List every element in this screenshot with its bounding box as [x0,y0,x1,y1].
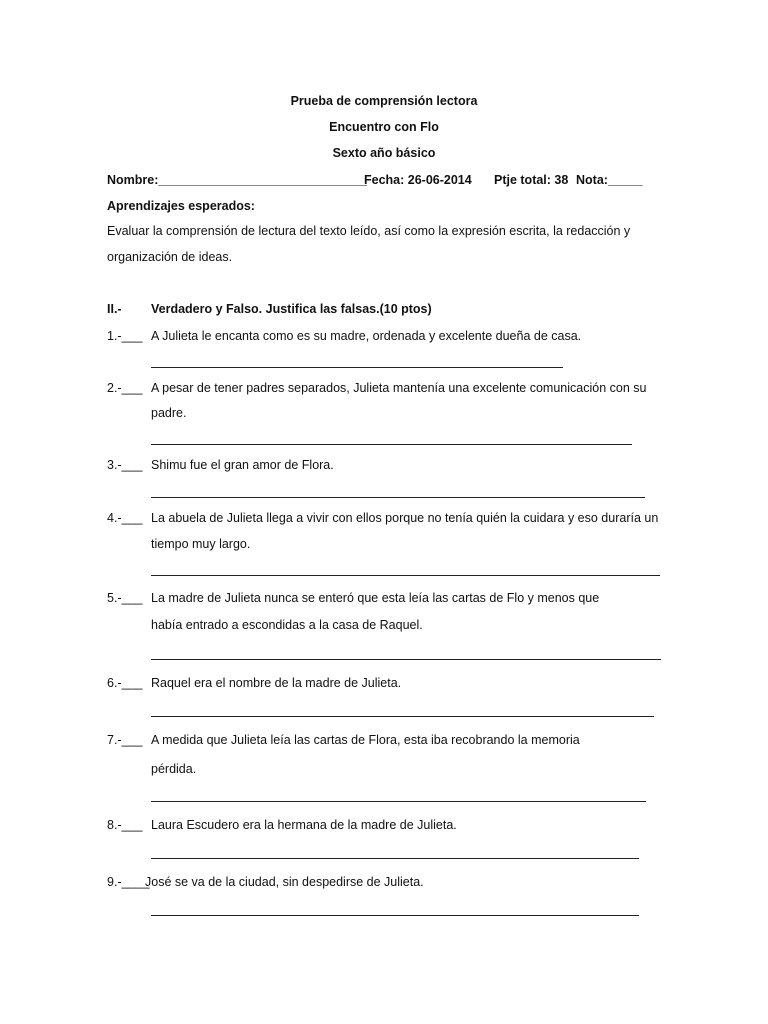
question-1-text: A Julieta le encanta como es su madre, ordenada y excelente dueña de casa. [151,329,582,343]
question-9-answer-line[interactable] [151,915,639,916]
question-6-text: Raquel era el nombre de la madre de Julieta. [151,676,402,690]
question-5-number: 5.-___ [107,591,143,605]
section-number: II.- [107,302,122,316]
question-6-answer-line[interactable] [151,716,654,717]
question-4-text: La abuela de Julieta llega a vivir con ellos porque no tenía quién la cuidara y eso duraría un [151,511,659,525]
question-9-text: José se va de la ciudad, sin despedirse de Julieta. [145,875,424,889]
question-7-number: 7.-___ [107,733,143,747]
objectives-text-line-2: organización de ideas. [107,250,233,264]
question-1-number: 1.-___ [107,329,143,343]
question-3-number: 3.-___ [107,458,143,472]
question-9-number: 9.-____ [107,875,150,889]
question-8-number: 8.-___ [107,818,143,832]
page-title: Prueba de comprensión lectora [290,94,478,108]
question-1-answer-line[interactable] [151,367,563,368]
question-7-text-cont: pérdida. [151,762,197,776]
question-4-answer-line[interactable] [151,575,660,576]
question-5-text-cont: había entrado a escondidas a la casa de Raquel. [151,618,423,632]
question-4-text-cont: tiempo muy largo. [151,537,251,551]
date-field: Fecha: 26-06-2014 [364,173,472,187]
grade-score-field: Nota:_____ [576,173,643,187]
question-3-answer-line[interactable] [151,497,645,498]
question-3-text: Shimu fue el gran amor de Flora. [151,458,334,472]
objectives-heading: Aprendizajes esperados: [107,199,255,213]
question-2-text: A pesar de tener padres separados, Julieta mantenía una excelente comunicación con su [151,381,647,395]
question-2-answer-line[interactable] [151,444,632,445]
objectives-text-line-1: Evaluar la comprensión de lectura del texto leído, así como la expresión escrita, la redacción y [107,224,631,238]
question-2-text-cont: padre. [151,406,187,420]
question-5-answer-line[interactable] [151,659,661,660]
question-6-number: 6.-___ [107,676,143,690]
name-field: Nombre:______________________________ [107,173,367,187]
section-title: Verdadero y Falso. Justifica las falsas.(10 ptos) [151,302,432,316]
question-4-number: 4.-___ [107,511,143,525]
question-7-text: A medida que Julieta leía las cartas de Flora, esta iba recobrando la memoria [151,733,580,747]
question-8-answer-line[interactable] [151,858,639,859]
grade-label: Sexto año básico [332,146,436,160]
question-5-text: La madre de Julieta nunca se enteró que esta leía las cartas de Flo y menos que [151,591,600,605]
question-2-number: 2.-___ [107,381,143,395]
question-8-text: Laura Escudero era la hermana de la madre de Julieta. [151,818,457,832]
question-7-answer-line[interactable] [151,801,646,802]
total-score-field: Ptje total: 38 [494,173,569,187]
page-subtitle: Encuentro con Flo [329,120,439,134]
